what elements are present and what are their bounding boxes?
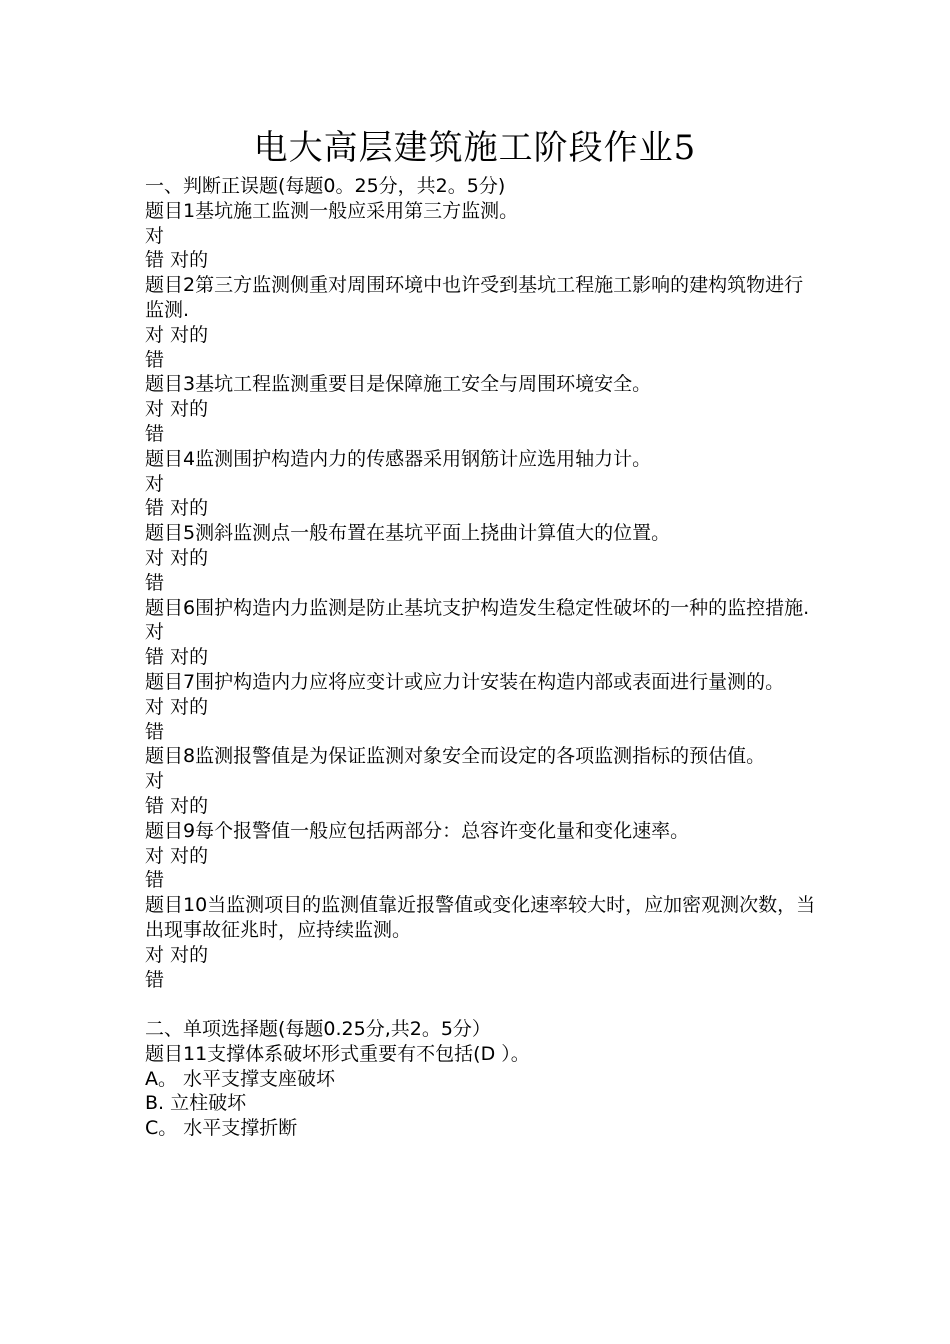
option-false	[145, 496, 817, 521]
option-true-label: 对	[145, 472, 165, 495]
question-text: 题目5测斜监测点一般布置在基坑平面上挠曲计算值大的位置。	[145, 522, 671, 545]
option-true-label: 对	[145, 695, 165, 718]
section-header-single-choice: 二、单项选择题(每题0.25分,共2。5分）	[145, 1018, 491, 1041]
question-block	[145, 596, 817, 670]
question-text: 题目9每个报警值一般应包括两部分：总容许变化量和变化速率。	[145, 819, 690, 842]
option-false-label: 错	[145, 348, 165, 371]
option-false-label: 错	[145, 497, 165, 520]
question-text: 题目11支撑体系破坏形式重要有不包括(D ）。	[145, 1042, 530, 1065]
option-true-label: 对	[145, 844, 165, 867]
correct-mark: 对的	[170, 323, 209, 346]
blank-line	[145, 992, 817, 1017]
option-false-label: 错	[145, 720, 165, 743]
option-true	[145, 769, 817, 794]
option-false	[145, 422, 817, 447]
option-true	[145, 695, 817, 720]
document-title: 电大高层建筑施工阶段作业5	[253, 128, 697, 168]
option-true	[145, 323, 817, 348]
option-false-label: 错	[145, 422, 165, 445]
option-true	[145, 943, 817, 968]
question-text: 题目3基坑工程监测重要目是保障施工安全与周围环境安全。	[145, 373, 652, 396]
correct-mark: 对的	[170, 695, 209, 718]
option-false-label: 错	[145, 249, 165, 272]
question-block	[145, 199, 817, 273]
question-block	[145, 893, 817, 992]
question-text: 题目6围护构造内力监测是防止基坑支护构造发生稳定性破坏的一种的监控措施.	[145, 596, 810, 619]
correct-mark: 对的	[170, 398, 209, 421]
correct-mark: 对的	[170, 844, 209, 867]
choice-option-a: A。 水平支撑支座破坏	[145, 1067, 336, 1090]
option-false	[145, 571, 817, 596]
option-false-label: 错	[145, 646, 165, 669]
option-true-label: 对	[145, 546, 165, 569]
option-true-label: 对	[145, 943, 165, 966]
option-true-label: 对	[145, 398, 165, 421]
correct-mark: 对的	[170, 794, 209, 817]
option-false-label: 错	[145, 794, 165, 817]
correct-mark: 对的	[170, 546, 209, 569]
option-true	[145, 397, 817, 422]
question-text: 题目8监测报警值是为保证监测对象安全而设定的各项监测指标的预估值。	[145, 745, 766, 768]
option-false	[145, 968, 817, 993]
question-text: 题目10当监测项目的监测值靠近报警值或变化速率较大时，应加密观测次数，当出现事故征兆时，应持续监测。	[145, 894, 816, 941]
option-true	[145, 546, 817, 571]
question-block	[145, 521, 817, 595]
question-block	[145, 372, 817, 446]
option-false	[145, 645, 817, 670]
option-false-label: 错	[145, 571, 165, 594]
correct-mark: 对的	[170, 646, 209, 669]
option-true	[145, 224, 817, 249]
option-true-label: 对	[145, 323, 165, 346]
choice-option-c: C。 水平支撑折断	[145, 1117, 298, 1140]
option-true	[145, 844, 817, 869]
question-text: 题目4监测围护构造内力的传感器采用钢筋计应选用轴力计。	[145, 447, 652, 470]
correct-mark: 对的	[170, 497, 209, 520]
option-true-label: 对	[145, 770, 165, 793]
document-body	[145, 174, 817, 1141]
question-text: 题目7围护构造内力应将应变计或应力计安装在构造内部或表面进行量测的。	[145, 670, 785, 693]
option-false-label: 错	[145, 869, 165, 892]
option-true	[145, 472, 817, 497]
question-block	[145, 273, 817, 372]
correct-mark: 对的	[170, 943, 209, 966]
option-true-label: 对	[145, 224, 165, 247]
question-text: 题目1基坑施工监测一般应采用第三方监测。	[145, 199, 519, 222]
question-block	[145, 819, 817, 893]
option-false	[145, 868, 817, 893]
choice-option-b: B. 立柱破坏	[145, 1092, 247, 1115]
question-block	[145, 670, 817, 744]
option-false	[145, 794, 817, 819]
option-false	[145, 348, 817, 373]
option-true-label: 对	[145, 621, 165, 644]
question-text: 题目2第三方监测侧重对周围环境中也许受到基坑工程施工影响的建构筑物进行监测.	[145, 274, 804, 321]
question-block	[145, 744, 817, 818]
option-false	[145, 248, 817, 273]
question-block	[145, 447, 817, 521]
option-false-label: 错	[145, 968, 165, 991]
correct-mark: 对的	[170, 249, 209, 272]
section-header-true-false: 一、判断正误题(每题0。25分，共2。5分)	[145, 175, 506, 197]
option-true	[145, 620, 817, 645]
option-false	[145, 720, 817, 745]
